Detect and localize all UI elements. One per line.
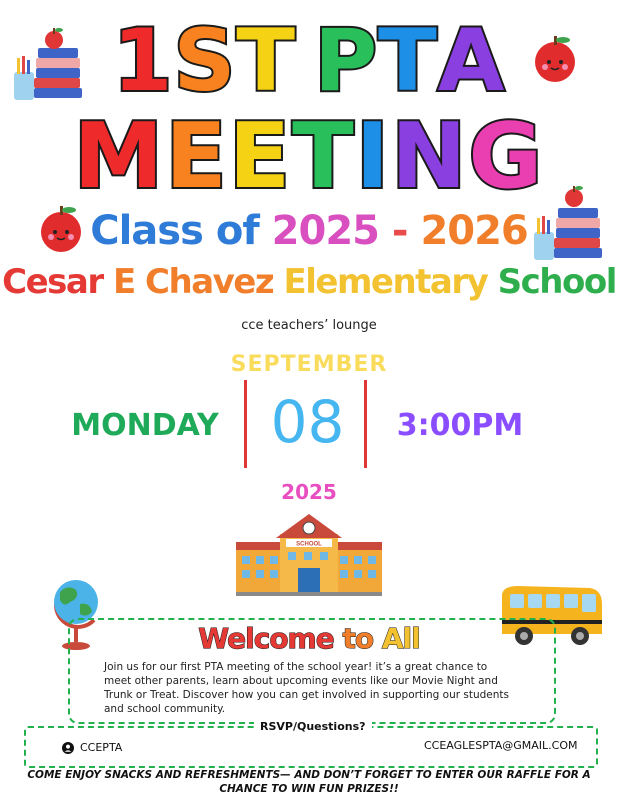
rsvp-email[interactable]: CCEAGLESPTA@GMAIL.COM — [424, 739, 578, 752]
title-line2-letter: N — [391, 104, 469, 209]
title-line1-letter: S — [173, 11, 237, 111]
title-line2-letter: E — [165, 104, 229, 209]
footer-note: COME ENJOY SNACKS AND REFRESHMENTS— AND DON’T FORGET TO ENTER OUR RAFFLE FOR A CHANCE TO WIN FUN PRIZES!! — [27, 769, 591, 795]
title-line1-letter: A — [437, 11, 506, 111]
date-divider-left — [244, 380, 247, 468]
title-line1-letter: T — [378, 11, 438, 111]
title-line2-letter: G — [468, 104, 545, 209]
date-month: SEPTEMBER — [230, 352, 388, 377]
school-word-school: School — [497, 262, 616, 302]
welcome-word-all: All — [381, 622, 420, 655]
school-sign: SCHOOL — [296, 541, 322, 548]
class-prefix: Class of — [90, 208, 272, 254]
title-line2-letter: M — [73, 104, 166, 209]
school-name — [0, 262, 618, 302]
title-line-1 — [0, 11, 618, 111]
rsvp-contact-name: CCEPTA — [80, 741, 123, 754]
school-word-elementary: Elementary — [283, 262, 488, 302]
title-line1-letter — [296, 18, 314, 104]
user-icon — [62, 742, 74, 754]
school-word-cesar: Cesar — [2, 262, 103, 302]
rsvp-contact — [62, 741, 122, 754]
rsvp-label: RSVP/Questions? — [254, 720, 372, 733]
class-dash: - — [378, 208, 421, 254]
class-year-end: 2026 — [420, 208, 528, 254]
date-divider-right — [364, 380, 367, 468]
meeting-time: 3:00PM — [396, 408, 524, 443]
title-line1-letter: T — [236, 11, 297, 111]
school-word-e: E — [112, 262, 135, 302]
class-year-line — [0, 208, 618, 254]
welcome-text: Join us for our first PTA meeting of the school year! it’s a great chance to meet other parents, learn about upcoming events like our Movie Night and Trunk or Treat. Discover how you can get involved in supporting our students and school community. — [104, 661, 509, 715]
title-line-2 — [0, 104, 618, 209]
welcome-heading — [0, 622, 618, 655]
title-line2-letter: E — [228, 104, 293, 209]
title-line2-letter: I — [355, 104, 392, 209]
welcome-word-to: to — [342, 622, 374, 655]
welcome-word-welcome: Welcome — [198, 622, 334, 655]
school-building-icon — [236, 512, 382, 596]
date-year: 2025 — [281, 480, 337, 504]
title-line1-letter: 1 — [112, 11, 174, 111]
title-line2-letter: T — [292, 104, 356, 209]
class-year-start: 2025 — [271, 208, 379, 254]
title-line1-letter: P — [314, 11, 379, 111]
date-weekday: MONDAY — [71, 408, 219, 443]
meeting-location: cce teachers’ lounge — [241, 318, 377, 333]
date-day: 08 — [270, 388, 345, 456]
school-word-chavez: Chavez — [145, 262, 274, 302]
